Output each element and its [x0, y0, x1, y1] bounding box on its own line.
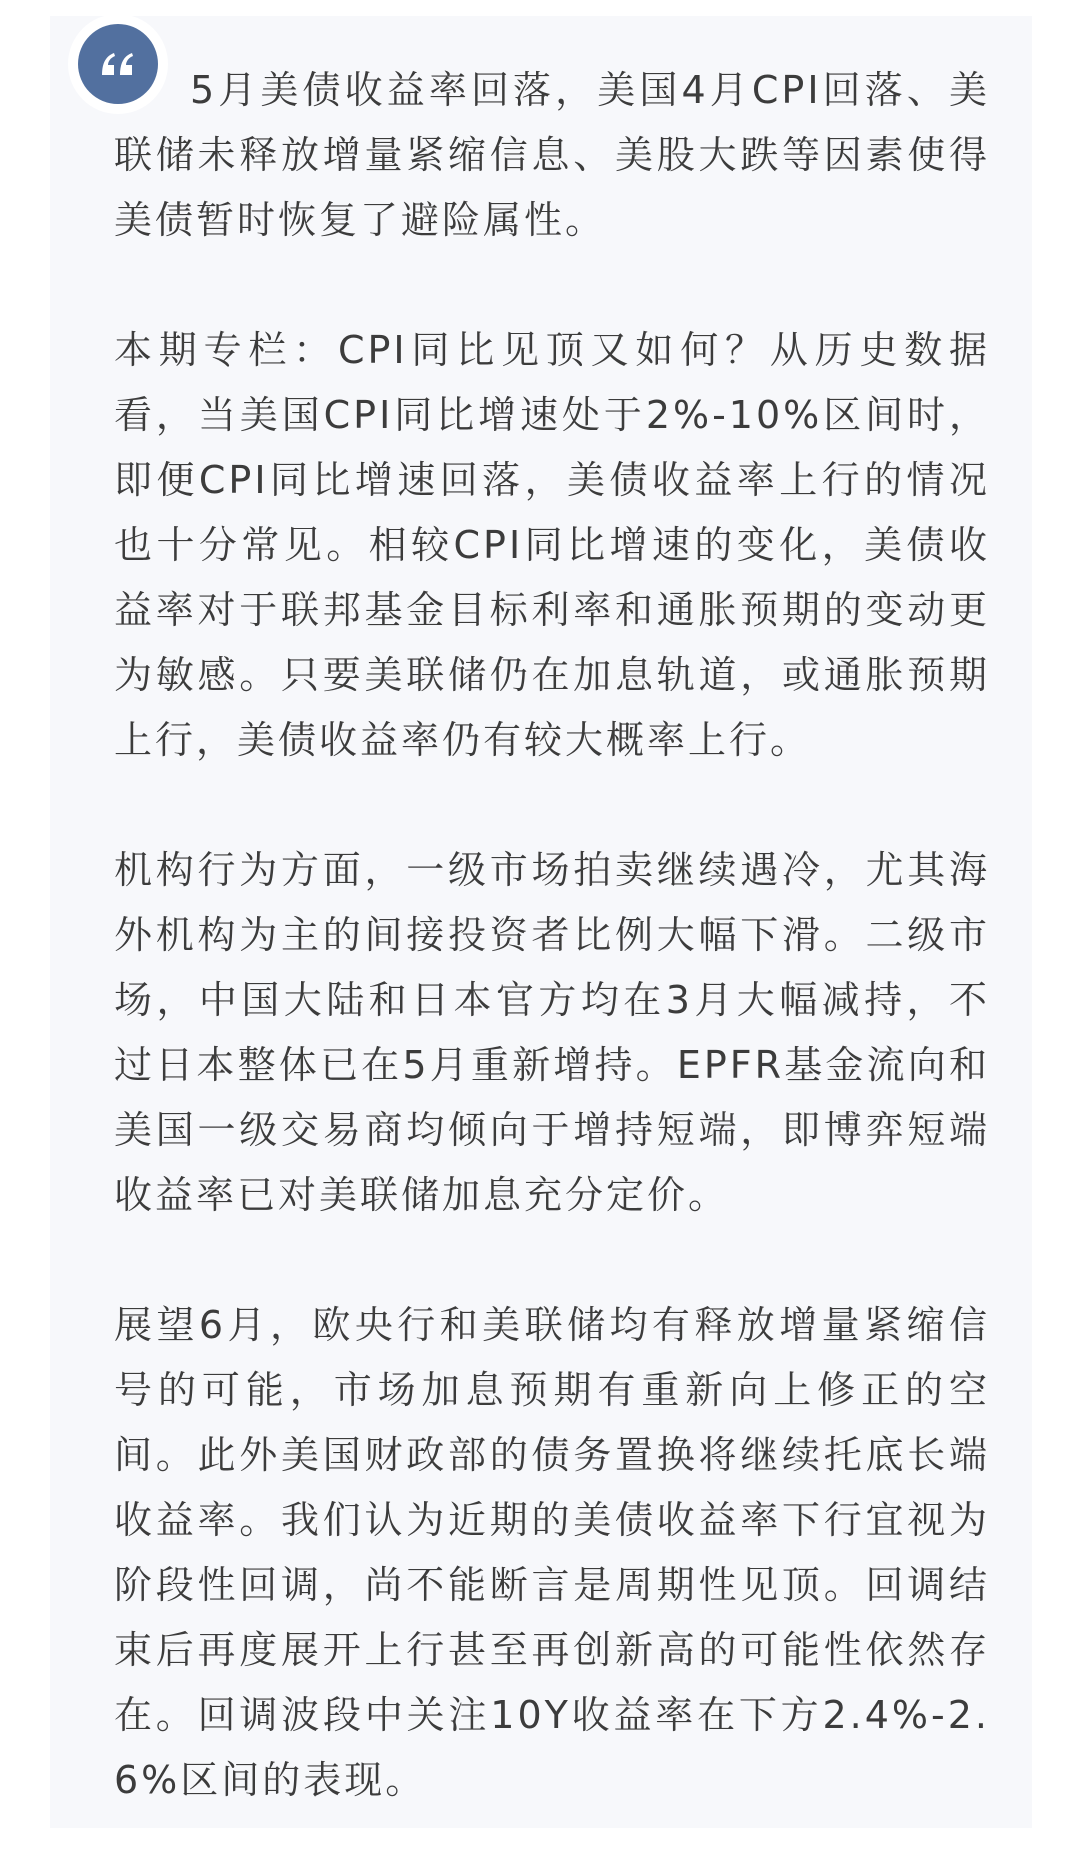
paragraph-institutions: 机构行为方面，一级市场拍卖继续遇冷，尤其海外机构为主的间接投资者比例大幅下滑。二级市场，中国大陆和日本官方均在3月大幅减持，不过日本整体已在5月重新增持。EPFR基金流向和美国一级交易商均倾向于增持短端，即博弈短端收益率已对美联储加息充分定价。	[114, 848, 990, 1217]
article-body	[114, 58, 990, 1813]
paragraph-column: 本期专栏：CPI同比见顶又如何？从历史数据看，当美国CPI同比增速处于2%-10%区间时，即便CPI同比增速回落，美债收益率上行的情况也十分常见。相较CPI同比增速的变化，美债收益率对于联邦基金目标利率和通胀预期的变动更为敏感。只要美联储仍在加息轨道，或通胀预期上行，美债收益率仍有较大概率上行。	[114, 328, 990, 762]
paragraph-summary: 5月美债收益率回落，美国4月CPI回落、美联储未释放增量紧缩信息、美股大跌等因素使得美债暂时恢复了避险属性。	[114, 68, 990, 242]
paragraph-outlook: 展望6月，欧央行和美联储均有释放增量紧缩信号的可能，市场加息预期有重新向上修正的空间。此外美国财政部的债务置换将继续托底长端收益率。我们认为近期的美债收益率下行宜视为阶段性回调，尚不能断言是周期性见顶。回调结束后再度展开上行甚至再创新高的可能性依然存在。回调波段中关注10Y收益率在下方2.4%-2.6%区间的表现。	[114, 1303, 990, 1802]
